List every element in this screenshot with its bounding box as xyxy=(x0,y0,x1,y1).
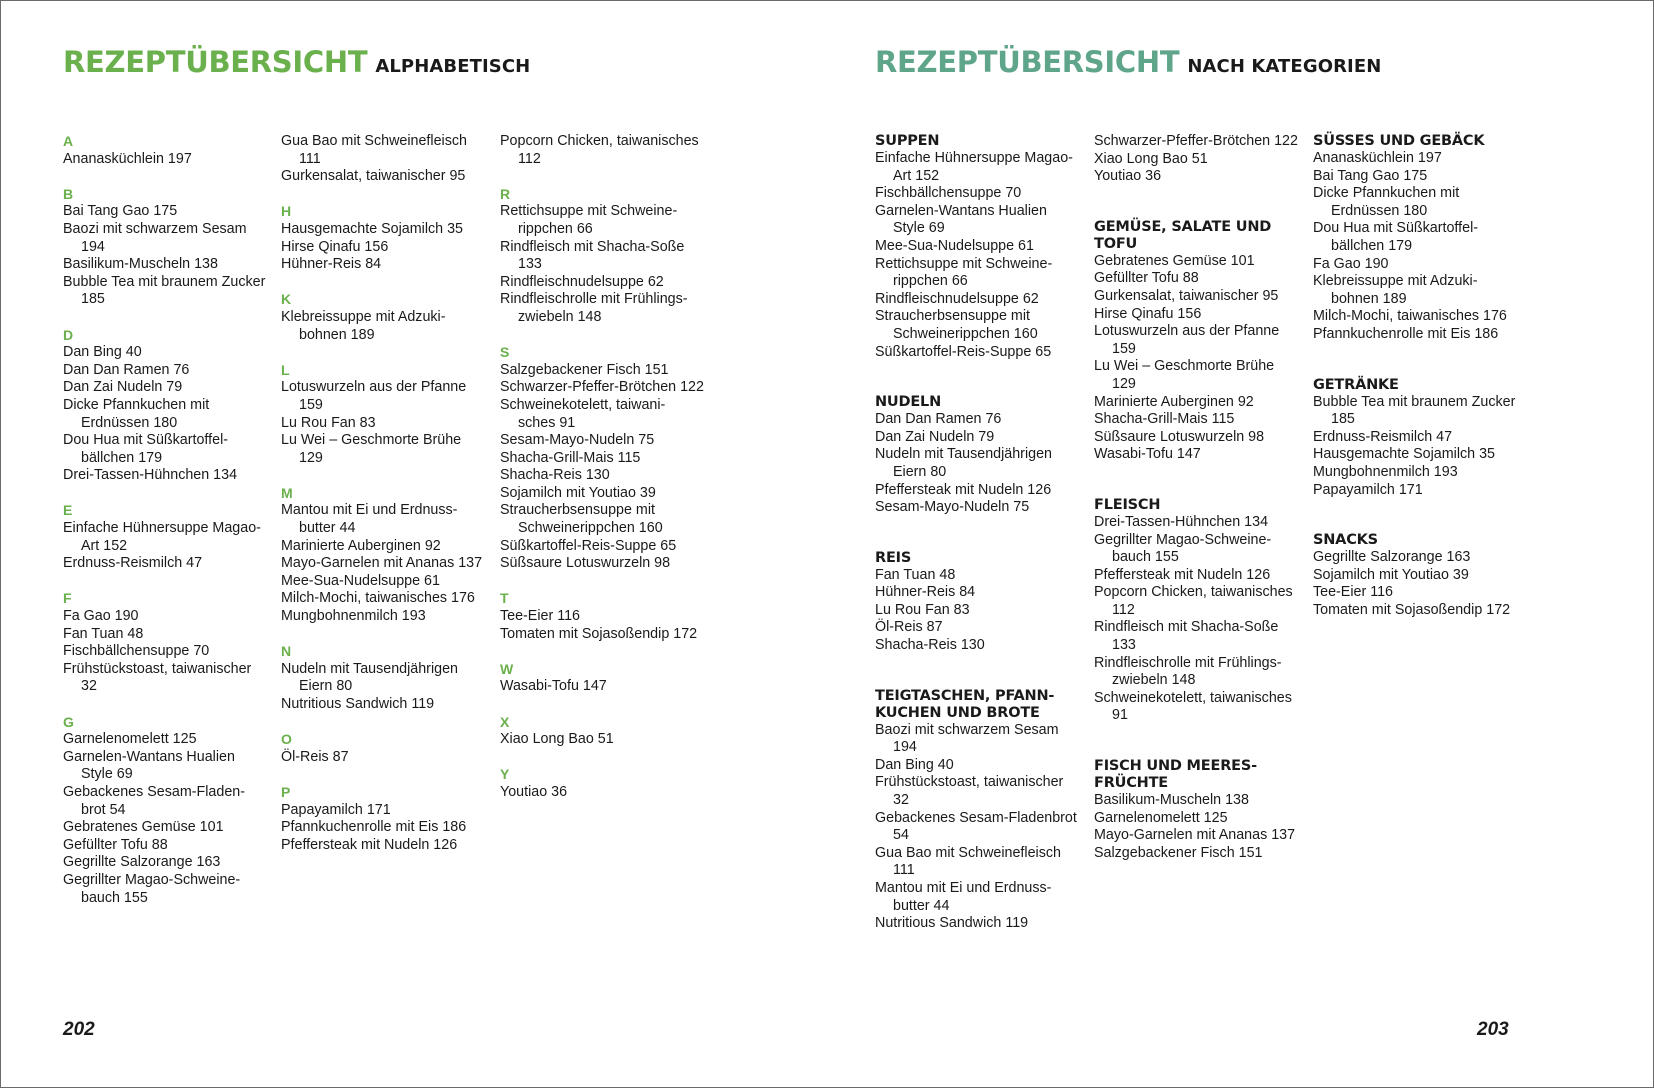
index-entry: Hühner-Reis 84 xyxy=(281,256,382,273)
index-entry: Ananasküchlein 197 xyxy=(1313,150,1442,166)
index-entry: Rettichsuppe mit Schweine- rippchen 66 xyxy=(500,203,678,237)
letter-heading: D xyxy=(63,326,74,343)
index-entry: Schweinekotelett, taiwanisches 91 xyxy=(1094,689,1292,724)
index-entry: Lu Wei – Geschmorte Brühe 129 xyxy=(281,432,462,466)
index-entry: Marinierte Auberginen 92 xyxy=(1094,393,1254,410)
index-entry: Hühner-Reis 84 xyxy=(875,584,976,601)
index-entry: Sesam-Mayo-Nudeln 75 xyxy=(500,432,655,449)
index-entry: Pfeffersteak mit Nudeln 126 xyxy=(281,836,458,853)
index-entry: Lu Rou Fan 83 xyxy=(281,414,376,431)
index-entry: Salzgebackener Fisch 151 xyxy=(1094,844,1263,861)
index-entry: Gebratenes Gemüse 101 xyxy=(1094,252,1255,269)
index-entry: Einfache Hühnersuppe Magao-Art 152 xyxy=(63,520,261,554)
index-entry: Klebreissuppe mit Adzuki- bohnen 189 xyxy=(281,308,446,343)
letter-heading: E xyxy=(63,502,73,519)
index-entry: Tomaten mit Sojasoßendip 172 xyxy=(500,625,698,642)
index-entry: Rettichsuppe mit Schweine- rippchen 66 xyxy=(875,255,1053,290)
index-entry: Popcorn Chicken, taiwanisches 112 xyxy=(500,133,699,167)
right-title-main: REZEPTÜBERSICHT xyxy=(875,45,1180,79)
index-entry: Frühstückstoast, taiwanischer 32 xyxy=(63,660,252,695)
category-group xyxy=(1313,133,1518,344)
index-entry: Sesam-Mayo-Nudeln 75 xyxy=(875,499,1030,516)
index-entry: Dan Dan Ramen 76 xyxy=(875,411,1002,428)
category-group xyxy=(1094,133,1299,186)
index-entry: Dan Dan Ramen 76 xyxy=(63,361,190,378)
index-entry: Baozi mit schwarzem Sesam 194 xyxy=(63,220,247,255)
index-entry: Drei-Tassen-Hühnchen 134 xyxy=(63,467,238,484)
index-entry: Bai Tang Gao 175 xyxy=(63,203,178,220)
index-entry: Pfannkuchenrolle mit Eis 186 xyxy=(1313,325,1499,342)
index-entry: Erdnuss-Reismilch 47 xyxy=(1313,428,1453,445)
letter-group xyxy=(500,133,705,168)
index-entry: Baozi mit schwarzem Sesam 194 xyxy=(875,721,1059,756)
index-entry: Papayamilch 171 xyxy=(281,801,391,818)
index-entry: Lotuswurzeln aus der Pfanne 159 xyxy=(281,379,467,413)
index-entry: Gurkensalat, taiwanischer 95 xyxy=(1094,287,1279,304)
category-heading: SNACKS xyxy=(1313,532,1378,549)
right-page-number: 203 xyxy=(1477,1019,1509,1040)
index-entry: Mee-Sua-Nudelsuppe 61 xyxy=(875,237,1034,254)
index-entry: Mee-Sua-Nudelsuppe 61 xyxy=(281,572,440,589)
letter-heading: L xyxy=(281,361,290,378)
index-entry: Garnelenomelett 125 xyxy=(1094,809,1228,826)
letter-group xyxy=(281,784,486,854)
category-column-1 xyxy=(875,133,1080,966)
index-entry: Süßkartoffel-Reis-Suppe 65 xyxy=(875,343,1052,360)
category-heading: TEIGTASCHEN, PFANN- KUCHEN UND BROTE xyxy=(875,687,1055,721)
index-entry: Xiao Long Bao 51 xyxy=(1094,150,1208,167)
category-group xyxy=(875,550,1080,655)
index-entry: Basilikum-Muscheln 138 xyxy=(63,256,218,273)
index-entry: Gurkensalat, taiwanischer 95 xyxy=(281,168,466,185)
letter-heading: M xyxy=(281,484,293,501)
index-entry: Schwarzer-Pfeffer-Brötchen 122 xyxy=(1094,133,1298,149)
index-entry: Gebackenes Sesam-Fladenbrot 54 xyxy=(875,809,1077,844)
letter-group xyxy=(281,643,486,713)
index-entry: Schwarzer-Pfeffer-Brötchen 122 xyxy=(500,379,704,396)
index-entry: Tee-Eier 116 xyxy=(1313,584,1394,601)
index-entry: Garnelen-Wantans Hualien Style 69 xyxy=(63,748,235,783)
letter-group xyxy=(500,661,705,696)
letter-heading: B xyxy=(63,185,74,202)
index-entry: Hirse Qinafu 156 xyxy=(1094,305,1202,322)
index-entry: Drei-Tassen-Hühnchen 134 xyxy=(1094,513,1269,530)
index-entry: Frühstückstoast, taiwanischer 32 xyxy=(875,774,1064,809)
index-entry: Hausgemachte Sojamilch 35 xyxy=(1313,446,1495,463)
category-heading: GEMÜSE, SALATE UND TOFU xyxy=(1094,218,1272,252)
letter-group xyxy=(500,766,705,801)
index-entry: Fan Tuan 48 xyxy=(63,625,144,642)
index-entry: Straucherbsensuppe mit Schweinerippchen 160 xyxy=(500,502,663,537)
index-entry: Mayo-Garnelen mit Ananas 137 xyxy=(281,555,483,572)
index-entry: Rindfleisch mit Shacha-Soße 133 xyxy=(1094,619,1279,654)
left-title-main: REZEPTÜBERSICHT xyxy=(63,45,368,79)
index-entry: Fischbällchensuppe 70 xyxy=(875,185,1022,202)
letter-heading: K xyxy=(281,291,292,308)
index-entry: Öl-Reis 87 xyxy=(281,748,349,765)
index-entry: Süßkartoffel-Reis-Suppe 65 xyxy=(500,537,677,554)
index-entry: Gebackenes Sesam-Fladen- brot 54 xyxy=(63,783,245,818)
index-entry: Youtiao 36 xyxy=(500,783,568,800)
category-group xyxy=(1313,377,1518,500)
index-entry: Shacha-Grill-Mais 115 xyxy=(1094,411,1235,428)
index-entry: Dan Bing 40 xyxy=(63,344,142,361)
category-heading: NUDELN xyxy=(875,394,942,411)
category-column-3 xyxy=(1313,133,1518,652)
index-entry: Einfache Hühnersuppe Magao-Art 152 xyxy=(875,150,1073,184)
index-entry: Mantou mit Ei und Erdnuss- butter 44 xyxy=(875,880,1052,914)
index-entry: Sojamilch mit Youtiao 39 xyxy=(500,484,656,501)
index-entry: Garnelenomelett 125 xyxy=(63,731,197,748)
letter-group xyxy=(63,327,268,485)
category-heading: FLEISCH xyxy=(1094,496,1161,513)
alpha-column-3 xyxy=(500,133,705,819)
index-entry: Marinierte Auberginen 92 xyxy=(281,537,441,554)
letter-group xyxy=(281,362,486,468)
letter-heading: S xyxy=(500,344,510,361)
letter-group xyxy=(500,590,705,643)
letter-group xyxy=(281,291,486,344)
index-entry: Fa Gao 190 xyxy=(63,608,139,625)
index-entry: Hirse Qinafu 156 xyxy=(281,238,389,255)
index-entry: Rindfleischnudelsuppe 62 xyxy=(875,290,1039,307)
index-entry: Shacha-Reis 130 xyxy=(500,467,610,484)
index-entry: Erdnuss-Reismilch 47 xyxy=(63,555,203,572)
index-entry: Dou Hua mit Süßkartoffel- bällchen 179 xyxy=(1313,220,1479,254)
index-entry: Dicke Pfannkuchen mit Erdnüssen 180 xyxy=(63,396,210,431)
letter-group xyxy=(281,485,486,626)
left-title-sub: ALPHABETISCH xyxy=(375,56,531,77)
letter-heading: F xyxy=(63,590,72,607)
index-entry: Gegrillter Magao-Schweine- bauch 155 xyxy=(63,871,241,906)
left-page-number: 202 xyxy=(63,1019,95,1040)
index-entry: Mungbohnenmilch 193 xyxy=(281,608,426,625)
index-entry: Dicke Pfannkuchen mit Erdnüssen 180 xyxy=(1313,185,1460,219)
category-column-2 xyxy=(1094,133,1299,895)
index-entry: Lotuswurzeln aus der Pfanne 159 xyxy=(1094,323,1280,357)
left-page-title xyxy=(63,45,530,79)
index-entry: Gebratenes Gemüse 101 xyxy=(63,819,224,836)
letter-heading: H xyxy=(281,203,292,220)
category-heading: SUPPEN xyxy=(875,133,940,149)
letter-heading: Y xyxy=(500,766,510,783)
alpha-column-2 xyxy=(281,133,486,872)
index-entry: Salzgebackener Fisch 151 xyxy=(500,361,669,378)
index-entry: Lu Wei – Geschmorte Brühe 129 xyxy=(1094,358,1275,392)
index-entry: Youtiao 36 xyxy=(1094,168,1162,185)
index-entry: Pfeffersteak mit Nudeln 126 xyxy=(1094,566,1271,583)
category-group xyxy=(1094,497,1299,725)
index-entry: Sojamilch mit Youtiao 39 xyxy=(1313,566,1469,583)
index-entry: Lu Rou Fan 83 xyxy=(875,601,970,618)
letter-heading: P xyxy=(281,783,291,800)
index-entry: Tomaten mit Sojasoßendip 172 xyxy=(1313,601,1511,618)
letter-group xyxy=(500,186,705,327)
index-entry: Gegrillte Salzorange 163 xyxy=(1313,549,1471,566)
index-entry: Dan Bing 40 xyxy=(875,756,954,773)
index-entry: Shacha-Grill-Mais 115 xyxy=(500,449,641,466)
category-group xyxy=(875,688,1080,933)
alpha-column-1 xyxy=(63,133,268,925)
letter-heading: O xyxy=(281,731,292,748)
letter-heading: N xyxy=(281,643,292,660)
letter-heading: G xyxy=(63,713,74,730)
index-entry: Fischbällchensuppe 70 xyxy=(63,643,210,660)
letter-group xyxy=(63,714,268,908)
index-entry: Popcorn Chicken, taiwanisches 112 xyxy=(1094,584,1293,618)
category-group xyxy=(875,133,1080,361)
index-entry: Bubble Tea mit braunem Zucker 185 xyxy=(1313,393,1516,428)
letter-heading: R xyxy=(500,185,511,202)
index-entry: Bubble Tea mit braunem Zucker 185 xyxy=(63,273,266,308)
index-entry: Milch-Mochi, taiwanisches 176 xyxy=(1313,308,1507,325)
index-entry: Nutritious Sandwich 119 xyxy=(281,696,435,712)
letter-group xyxy=(63,502,268,572)
index-entry: Rindfleischrolle mit Frühlings- zwiebeln 148 xyxy=(500,291,688,325)
index-entry: Nutritious Sandwich 119 xyxy=(875,915,1029,932)
letter-group xyxy=(281,133,486,186)
letter-heading: A xyxy=(63,133,74,149)
index-entry: Papayamilch 171 xyxy=(1313,481,1423,498)
index-entry: Gua Bao mit Schweinefleisch 111 xyxy=(281,133,467,167)
index-entry: Shacha-Reis 130 xyxy=(875,637,985,654)
letter-heading: X xyxy=(500,713,510,730)
index-entry: Rindfleischrolle mit Frühlings- zwiebeln 148 xyxy=(1094,654,1282,689)
index-entry: Pfannkuchenrolle mit Eis 186 xyxy=(281,819,467,836)
index-entry: Mungbohnenmilch 193 xyxy=(1313,463,1458,480)
index-entry: Xiao Long Bao 51 xyxy=(500,731,614,748)
index-entry: Gefüllter Tofu 88 xyxy=(1094,270,1199,287)
index-entry: Nudeln mit Tausendjährigen Eiern 80 xyxy=(875,446,1052,480)
letter-group xyxy=(281,203,486,273)
index-entry: Gegrillter Magao-Schweine- bauch 155 xyxy=(1094,531,1272,566)
right-page-title xyxy=(875,45,1381,79)
index-entry: Dan Zai Nudeln 79 xyxy=(875,428,995,445)
index-entry: Gua Bao mit Schweinefleisch 111 xyxy=(875,844,1061,879)
category-group xyxy=(1313,532,1518,619)
category-heading: SÜSSES UND GEBÄCK xyxy=(1313,133,1485,149)
index-entry: Ananasküchlein 197 xyxy=(63,150,192,167)
index-entry: Klebreissuppe mit Adzuki- bohnen 189 xyxy=(1313,273,1478,307)
letter-group xyxy=(281,731,486,766)
index-entry: Süßsaure Lotuswurzeln 98 xyxy=(1094,428,1265,445)
letter-heading: T xyxy=(500,590,509,607)
index-entry: Dan Zai Nudeln 79 xyxy=(63,379,183,396)
index-entry: Tee-Eier 116 xyxy=(500,608,581,625)
category-group xyxy=(1094,758,1299,862)
category-group xyxy=(875,394,1080,517)
index-entry: Straucherbsensuppe mit Schweinerippchen 160 xyxy=(875,308,1038,342)
letter-group xyxy=(63,133,268,168)
letter-group xyxy=(63,590,268,696)
index-entry: Hausgemachte Sojamilch 35 xyxy=(281,220,463,237)
index-entry: Pfeffersteak mit Nudeln 126 xyxy=(875,481,1052,498)
letter-group xyxy=(500,714,705,749)
index-entry: Garnelen-Wantans Hualien Style 69 xyxy=(875,202,1047,237)
index-entry: Fan Tuan 48 xyxy=(875,566,956,583)
index-entry: Mayo-Garnelen mit Ananas 137 xyxy=(1094,827,1296,844)
index-entry: Fa Gao 190 xyxy=(1313,255,1389,272)
index-entry: Milch-Mochi, taiwanisches 176 xyxy=(281,590,475,607)
category-group xyxy=(1094,219,1299,464)
index-entry: Rindfleischnudelsuppe 62 xyxy=(500,273,664,290)
index-entry: Schweinekotelett, taiwani- sches 91 xyxy=(500,396,666,431)
letter-heading: W xyxy=(500,660,514,677)
index-entry: Dou Hua mit Süßkartoffel- bällchen 179 xyxy=(63,432,229,466)
letter-group xyxy=(500,344,705,573)
index-entry: Mantou mit Ei und Erdnuss- butter 44 xyxy=(281,502,458,537)
index-entry: Nudeln mit Tausendjährigen Eiern 80 xyxy=(281,660,458,695)
right-title-sub: NACH KATEGORIEN xyxy=(1187,56,1382,77)
index-entry: Gegrillte Salzorange 163 xyxy=(63,854,221,871)
category-heading: GETRÄNKE xyxy=(1313,376,1399,393)
index-entry: Wasabi-Tofu 147 xyxy=(1094,446,1201,463)
index-entry: Öl-Reis 87 xyxy=(875,619,943,636)
index-entry: Süßsaure Lotuswurzeln 98 xyxy=(500,555,671,572)
category-heading: REIS xyxy=(875,549,912,566)
index-entry: Bai Tang Gao 175 xyxy=(1313,167,1428,184)
index-entry: Gefüllter Tofu 88 xyxy=(63,836,168,853)
category-heading: FISCH UND MEERES- FRÜCHTE xyxy=(1094,758,1257,792)
letter-group xyxy=(63,186,268,309)
index-entry: Wasabi-Tofu 147 xyxy=(500,678,607,695)
index-entry: Rindfleisch mit Shacha-Soße 133 xyxy=(500,238,685,273)
index-entry: Basilikum-Muscheln 138 xyxy=(1094,792,1249,809)
